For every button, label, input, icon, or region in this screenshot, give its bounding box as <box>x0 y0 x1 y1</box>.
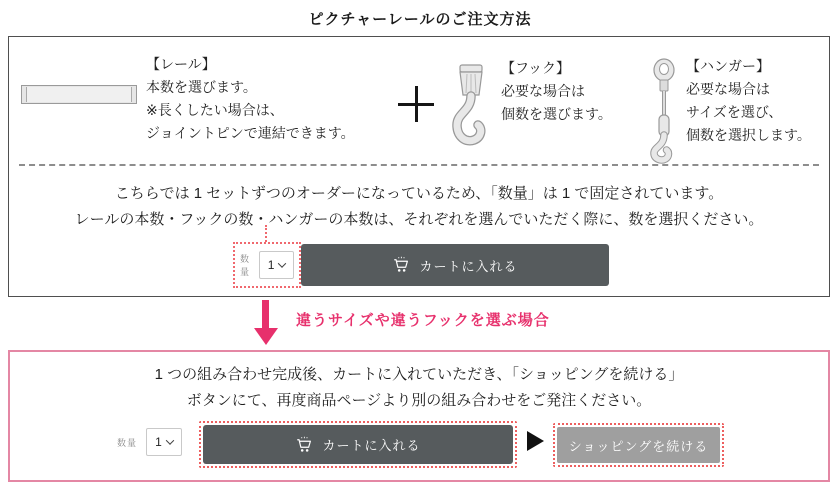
note-line: こちらでは 1 セットずつのオーダーになっているため、「数量」は 1 で固定されています。 <box>114 185 724 202</box>
plus-icon <box>398 86 434 122</box>
rail-line: ジョイントピンで連結できます。 <box>146 125 355 141</box>
note-line: レールの本数・フックの数・ハンガーの本数は、それぞれを選んでいただく際に、数を選択ください。 <box>74 211 764 228</box>
hook-icon <box>446 63 496 151</box>
cart-button-highlight <box>199 421 517 468</box>
order-components-box <box>8 36 830 297</box>
chevron-down-icon <box>278 259 286 267</box>
dashed-divider <box>19 164 819 166</box>
down-arrow-icon <box>262 300 269 329</box>
hanger-icon <box>646 57 682 165</box>
hanger-line: サイズを選び、 <box>686 104 783 120</box>
cart-icon <box>392 256 410 274</box>
right-triangle-icon <box>527 431 544 451</box>
continue-shopping-label: ショッピングを続ける <box>568 438 709 454</box>
hook-description <box>501 57 612 126</box>
page-title: ピクチャーレールのご注文方法 <box>308 11 532 28</box>
arrow-caption: 違うサイズや違うフックを選ぶ場合 <box>296 312 550 329</box>
quantity-field <box>117 428 182 456</box>
cart-icon <box>295 436 313 454</box>
quantity-value: 1 <box>155 435 162 449</box>
continue-shopping-button[interactable] <box>557 427 720 463</box>
add-to-cart-label: カートに入れる <box>322 438 421 453</box>
hanger-line: 必要な場合は <box>686 81 770 97</box>
quantity-note <box>9 181 829 233</box>
quantity-select[interactable] <box>259 251 294 279</box>
rail-icon-inner <box>26 87 132 102</box>
add-to-cart-label: カートに入れる <box>419 258 518 274</box>
rail-heading: 【レール】 <box>146 56 216 72</box>
alternative-note <box>10 362 828 414</box>
quantity-value: 1 <box>267 258 275 272</box>
rail-description <box>146 53 355 145</box>
alternative-order-box <box>8 350 830 482</box>
chevron-down-icon <box>166 436 174 444</box>
continue-button-highlight <box>553 423 724 467</box>
add-to-cart-button[interactable] <box>203 425 513 464</box>
connector-dotted-line <box>265 225 267 242</box>
rail-icon <box>21 85 137 104</box>
hook-line: 必要な場合は <box>501 83 585 99</box>
hanger-heading: 【ハンガー】 <box>686 58 770 74</box>
hanger-description <box>686 55 811 147</box>
add-to-cart-button[interactable] <box>301 244 609 286</box>
quantity-label: 数量 <box>240 254 251 277</box>
quantity-field <box>233 242 301 288</box>
rail-line: 本数を選びます。 <box>146 79 257 95</box>
note-line: 1 つの組み合わせ完成後、カートに入れていただき、「ショッピングを続ける」 <box>154 366 684 383</box>
note-line: ボタンにて、再度商品ページより別の組み合わせをご発注ください。 <box>186 392 652 409</box>
rail-line: ※長くしたい場合は、 <box>146 102 284 118</box>
quantity-label: 数量 <box>117 437 138 448</box>
hanger-line: 個数を選択します。 <box>686 127 811 143</box>
hook-line: 個数を選びます。 <box>501 106 612 122</box>
hook-heading: 【フック】 <box>501 60 571 76</box>
quantity-select[interactable] <box>146 428 182 456</box>
